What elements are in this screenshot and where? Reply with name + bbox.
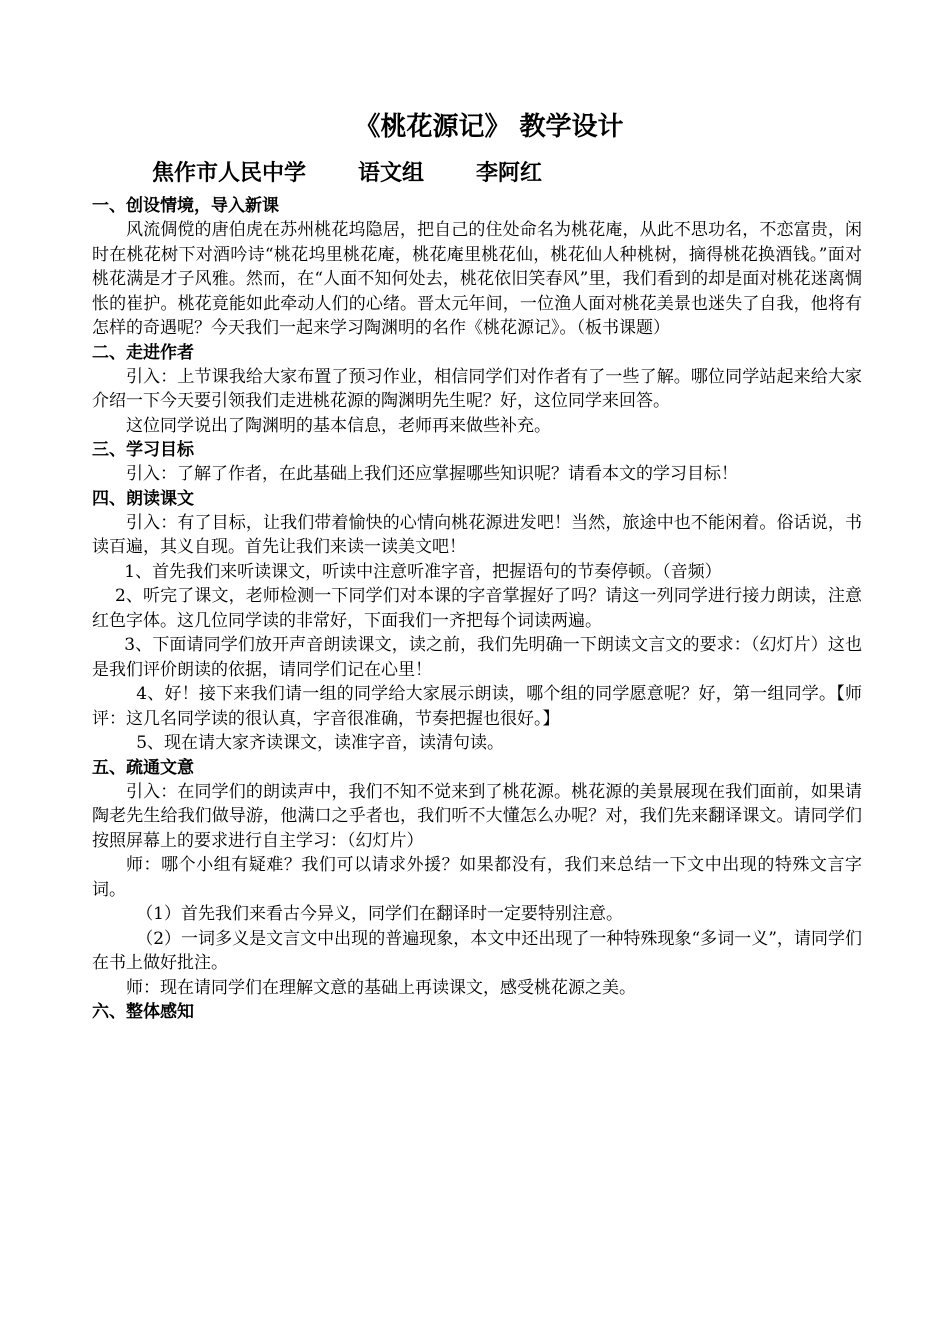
byline	[92, 158, 862, 188]
section-heading: 六、整体感知	[92, 1002, 194, 1022]
list-item: 3、下面请同学们放开声音朗读课文，读之前，我们先明确一下朗读文言文的要求：（幻灯片）这也是我们评价朗读的依据，请同学们记在心里！	[92, 635, 862, 680]
paragraph: 引入：有了目标，让我们带着愉快的心情向桃花源进发吧！当然，旅途中也不能闲着。俗话说，书读百遍，其义自现。首先让我们来读一读美文吧！	[92, 512, 862, 557]
author-name: 李阿红	[476, 160, 543, 186]
document-title: 《桃花源记》 教学设计	[354, 112, 624, 142]
list-item: （2）一词多义是文言文中出现的普遍现象，本文中还出现了一种特殊现象“多词一义”，请同学们在书上做好批注。	[92, 928, 862, 973]
list-item: 1、首先我们来听读课文，听读中注意听准字音，把握语句的节奏停顿。（音频）	[124, 561, 722, 582]
paragraph: 师：现在请同学们在理解文意的基础上再读课文，感受桃花源之美。	[126, 977, 636, 998]
paragraph: 风流倜傥的唐伯虎在苏州桃花坞隐居，把自己的住处命名为桃花庵，从此不思功名，不恋富贵，闲时在桃花树下对酒吟诗“桃花坞里桃花庵，桃花庵里桃花仙，桃花仙人种桃树，摘得桃花换酒钱。”面对桃花满是才子风雅。然而，在“人面不知何处去，桃花依旧笑春风”里，我们看到的却是面对桃花迷离惆怅的崔护。桃花竟能如此牵动人们的心绪。晋太元年间，一位渔人面对桃花美景也迷失了自我，他将有怎样的奇遇呢？今天我们一起来学习陶渊明的名作《桃花源记》。（板书课题）	[92, 220, 862, 338]
list-item: 5、现在请大家齐读课文，读准字音，读清句读。	[136, 733, 505, 753]
group-name: 语文组	[358, 160, 425, 186]
section-heading: 五、疏通文意	[92, 757, 194, 778]
list-item: （1）首先我们来看古今异义，同学们在翻译时一定要特别注意。	[136, 904, 624, 924]
paragraph: 引入：上节课我给大家布置了预习作业，相信同学们对作者有了一些了解。哪位同学站起来给大家介绍一下今天要引领我们走进桃花源的陶渊明先生呢？好，这位同学来回答。	[92, 366, 862, 411]
paragraph: 引入：在同学们的朗读声中，我们不知不觉来到了桃花源。桃花源的美景展现在我们面前，如果请陶老先生给我们做导游，他满口之乎者也，我们听不大懂怎么办呢？对，我们先来翻译课文。请同学们按照屏幕上的要求进行自主学习：（幻灯片）	[92, 781, 862, 851]
section-heading: 二、走进作者	[92, 342, 194, 363]
list-item: 4、好！接下来我们请一组的同学给大家展示朗读，哪个组的同学愿意呢？好，第一组同学。【师评：这几名同学读的很认真，字音很准确，节奏把握也很好。】	[92, 684, 862, 729]
paragraph: 引入：了解了作者，在此基础上我们还应掌握哪些知识呢？请看本文的学习目标！	[126, 464, 738, 484]
list-item: 2、听完了课文，老师检测一下同学们对本课的字音掌握好了吗？请这一列同学进行接力朗读，注意红色字体。这几位同学读的非常好，下面我们一齐把每个词读两遍。	[92, 586, 862, 631]
section-heading: 三、学习目标	[92, 440, 194, 460]
paragraph: 师：哪个小组有疑难？我们可以请求外援？如果都没有，我们来总结一下文中出现的特殊文言字词。	[92, 855, 862, 900]
school-name: 焦作市人民中学	[152, 160, 307, 186]
section-heading: 一、创设情境，导入新课	[92, 196, 279, 216]
section-heading: 四、朗读课文	[92, 488, 194, 509]
paragraph: 这位同学说出了陶渊明的基本信息，老师再来做些补充。	[126, 415, 551, 436]
document-page	[92, 110, 862, 1024]
